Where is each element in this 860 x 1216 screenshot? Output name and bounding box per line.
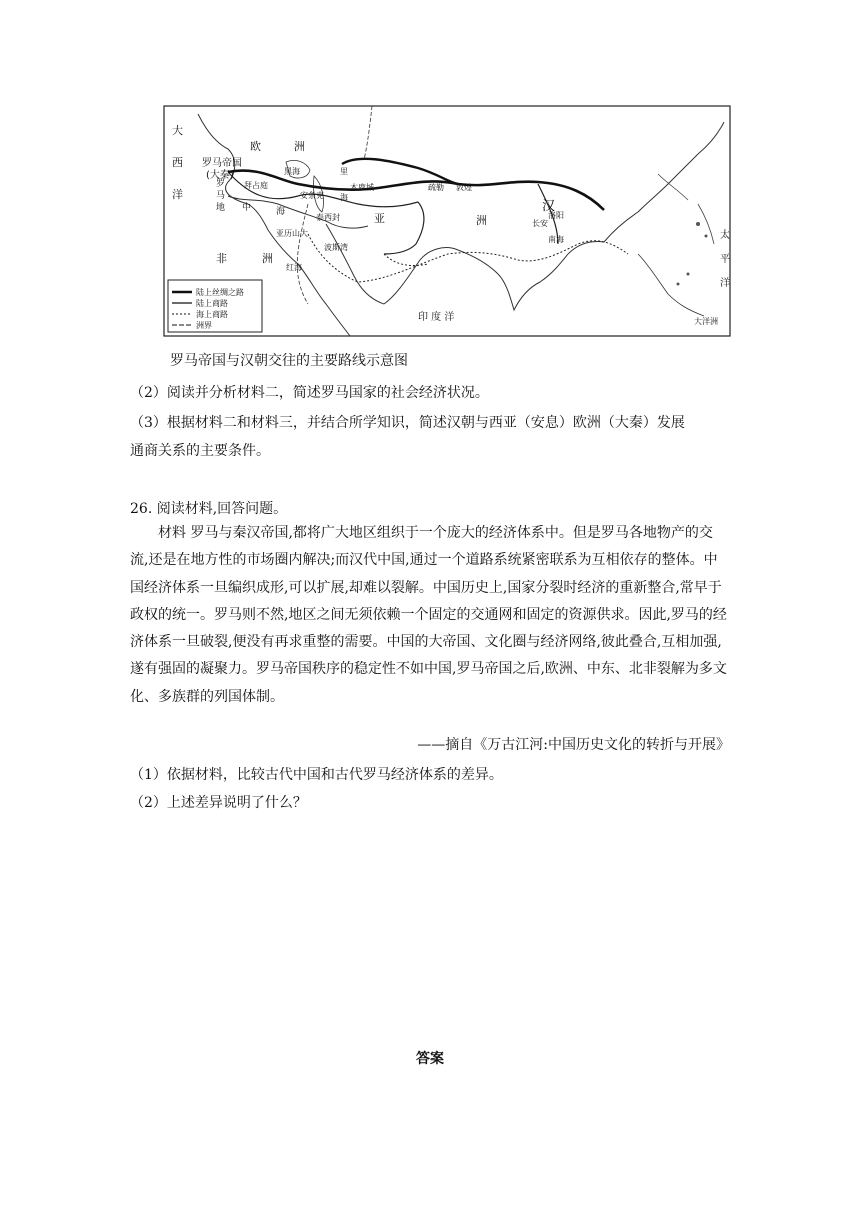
map-label-xi: 西 (172, 156, 183, 169)
legend-entry: 陆上商路 (196, 299, 228, 308)
map-label-luoyang: 洛阳 (548, 211, 564, 220)
map-label-dayang: 大洋洲 (694, 317, 718, 326)
map-label-taixi: 泰西封 (316, 213, 340, 222)
question-3-line-2: 通商关系的主要条件。 (130, 443, 270, 459)
map-label-zhou1: 洲 (294, 140, 305, 153)
map-label-nanhai: 南海 (548, 235, 564, 244)
question-26-title: 26. 阅读材料,回答问题。 (130, 501, 288, 517)
map-caption: 罗马帝国与汉朝交往的主要路线示意图 (170, 353, 408, 369)
map-label-zhong: 中 (242, 203, 252, 213)
question-2: （2）阅读并分析材料二，简述罗马国家的社会经济状况。 (130, 385, 489, 401)
map-label-luo: 罗 (216, 179, 226, 189)
map-label-han: 汉 (542, 199, 556, 214)
map-label-heihai: 黑海 (284, 167, 300, 176)
map-label-li: 里 (340, 167, 348, 176)
map-label-ping: 平 (720, 254, 730, 265)
map-label-yalishanda: 亚历山大 (276, 229, 308, 238)
question-26-1: （1）依据材料，比较古代中国和古代罗马经济体系的差异。 (130, 767, 503, 783)
legend-entry: 陆上丝绸之路 (196, 288, 244, 297)
map-label-bosiwan: 波斯湾 (324, 243, 348, 252)
material-text: 材料 罗马与秦汉帝国,都将广大地区组织于一个庞大的经济体系中。但是罗马各地物产的交流,还是在地方性的市场圈内解决;而汉代中国,通过一个道路系统紧密联系为互相依存的整体。中国经济体系一旦编织成形,可以扩展,却难以裂解。中国历史上,国家分裂时经济的重新整合,常早于政权的统一。罗马则不然,地区之间无须依赖一个固定的交通网和固定的资源供求。因此,罗马的经济体系一旦破裂,便没有再求重整的需要。中国的大帝国、文化圈与经济网络,彼此叠合,互相加强,遂有强固的凝聚力。罗马帝国秩序的稳定性不如中国,罗马帝国之后,欧洲、中东、北非裂解为多文化、多族群的列国体制。 (130, 525, 727, 705)
map-label-hai1: 海 (276, 207, 286, 217)
map-label-dunhuang: 敦煌 (456, 183, 472, 192)
answer-heading: 答案 (416, 1051, 444, 1067)
map-label-rome: 罗马帝国 (202, 158, 242, 169)
map-label-ou: 欧 (250, 140, 261, 153)
map-label-shule: 疏勒 (428, 183, 444, 192)
map-label-fei: 非 (216, 252, 227, 265)
map-label-di: 地 (216, 203, 226, 213)
map-label-ma: 马 (216, 191, 226, 201)
material-paragraph (130, 520, 730, 711)
map-label-ya: 亚 (374, 212, 385, 225)
map-label-da: 大 (172, 124, 183, 137)
map-label-yang2: 洋 (720, 278, 730, 289)
map-label-zhou2: 洲 (476, 214, 487, 227)
route-map-svg (158, 104, 734, 340)
map-label-yang: 洋 (172, 188, 183, 201)
question-26-2: （2）上述差异说明了什么？ (130, 795, 307, 811)
map-label-baizhanting: 拜占庭 (244, 181, 268, 190)
map-label-mulu: 木鹿城 (350, 183, 374, 192)
map-label-yindu: 印 度 洋 (418, 312, 455, 323)
route-map (158, 104, 734, 340)
map-label-hai2: 海 (340, 193, 348, 202)
legend-entry: 海上商路 (196, 310, 228, 319)
map-label-anduke: 安条克 (300, 191, 324, 200)
map-label-daqin: (大秦) (206, 170, 234, 181)
map-label-changan: 长安 (532, 219, 548, 228)
map-label-zhou3: 洲 (262, 252, 273, 265)
question-3-line-1: （3）根据材料二和材料三，并结合所学知识，简述汉朝与西亚（安息）欧洲（大秦）发展 (130, 415, 685, 431)
map-label-tai: 太 (720, 230, 730, 241)
material-source: ——摘自《万古江河:中国历史文化的转折与开展》 (417, 737, 730, 753)
map-label-honghai: 红海 (286, 263, 302, 272)
legend-entry: 洲界 (196, 321, 212, 330)
